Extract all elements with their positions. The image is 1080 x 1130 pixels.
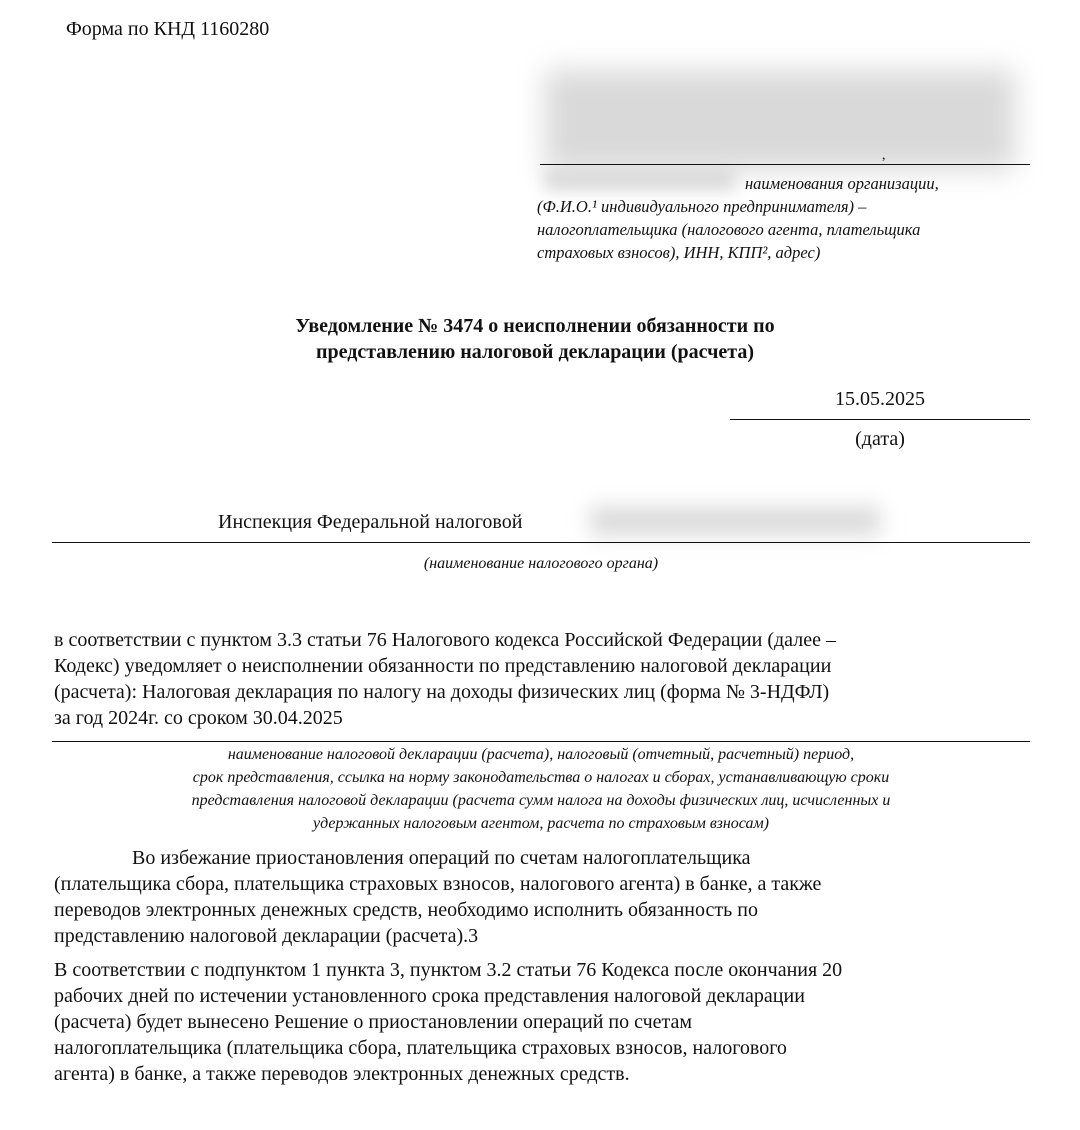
form-code: Форма по КНД 1160280 xyxy=(66,18,270,40)
paragraph-line: агента) в банке, а также переводов электронных денежных средств. xyxy=(54,1063,630,1085)
declaration-caption xyxy=(52,743,1030,835)
document-title-line: Уведомление № 3474 о неисполнении обязанности по xyxy=(295,315,775,337)
addressee-caption-line: налогоплательщика (налогового агента, плательщика xyxy=(537,220,921,239)
consequence-paragraph xyxy=(54,957,1034,1087)
paragraph-line: (расчета) будет вынесено Решение о приостановлении операций по счетам xyxy=(54,1011,693,1033)
redacted-addressee xyxy=(545,70,1015,170)
paragraph-line: Кодекс) уведомляет о неисполнении обязанности по представлению налоговой декларации xyxy=(54,655,832,677)
date-value: 15.05.2025 xyxy=(835,388,925,410)
paragraph-line: представлению налоговой декларации (расчета).3 xyxy=(54,925,479,947)
declaration-caption-line: срок представления, ссылка на норму законодательства о налогах и сборах, устанавливающую сроки xyxy=(192,769,890,786)
tax-authority-underline xyxy=(52,542,1030,543)
document-title-line: представлению налоговой декларации (расчета) xyxy=(315,341,755,363)
declaration-caption-line: представления налоговой декларации (расчета сумм налога на доходы физических лиц, исчисленных и xyxy=(191,792,891,809)
notice-paragraph xyxy=(54,627,1034,731)
addressee-comma: , xyxy=(882,148,886,163)
tax-authority-caption: (наименование налогового органа) xyxy=(423,555,659,572)
paragraph-line: налогоплательщика (плательщика сбора, плательщика страховых взносов, налогового xyxy=(54,1037,787,1059)
date-caption: (дата) xyxy=(855,428,905,450)
paragraph-line: (плательщика сбора, плательщика страховых взносов, налогового агента) в банке, а также xyxy=(54,873,822,895)
paragraph-line: за год 2024г. со сроком 30.04.2025 xyxy=(54,707,343,729)
addressee-underline xyxy=(540,164,1030,165)
declaration-caption-line: наименование налоговой декларации (расчета), налоговый (отчетный, расчетный) период, xyxy=(227,746,855,763)
addressee-caption-line: страховых взносов), ИНН, КПП², адрес) xyxy=(537,243,821,262)
addressee-caption xyxy=(537,172,1037,264)
document-title xyxy=(110,313,960,365)
addressee-caption-line: (Ф.И.О.¹ индивидуального предпринимателя) – xyxy=(537,197,867,216)
warning-paragraph xyxy=(54,845,1034,949)
paragraph-line: рабочих дней по истечении установленного срока представления налоговой декларации xyxy=(54,985,805,1007)
date-underline xyxy=(730,419,1030,420)
paragraph-line: (расчета): Налоговая декларация по налогу на доходы физических лиц (форма № 3-НДФЛ) xyxy=(54,681,830,703)
declaration-caption-line: удержанных налоговым агентом, расчета по страховым взносам) xyxy=(313,815,769,832)
addressee-caption-line: наименования организации, xyxy=(745,174,939,193)
tax-authority-name: Инспекция Федеральной налоговой xyxy=(218,511,523,533)
paragraph-line: В соответствии с подпунктом 1 пункта 3, пунктом 3.2 статьи 76 Кодекса после окончания 20 xyxy=(54,959,843,981)
declaration-underline xyxy=(52,741,1030,742)
paragraph-line: переводов электронных денежных средств, необходимо исполнить обязанность по xyxy=(54,899,758,921)
redacted-tax-authority xyxy=(590,506,880,536)
paragraph-line: в соответствии с пунктом 3.3 статьи 76 Налогового кодекса Российской Федерации (далее – xyxy=(54,629,836,651)
paragraph-line: Во избежание приостановления операций по счетам налогоплательщика xyxy=(132,847,751,869)
